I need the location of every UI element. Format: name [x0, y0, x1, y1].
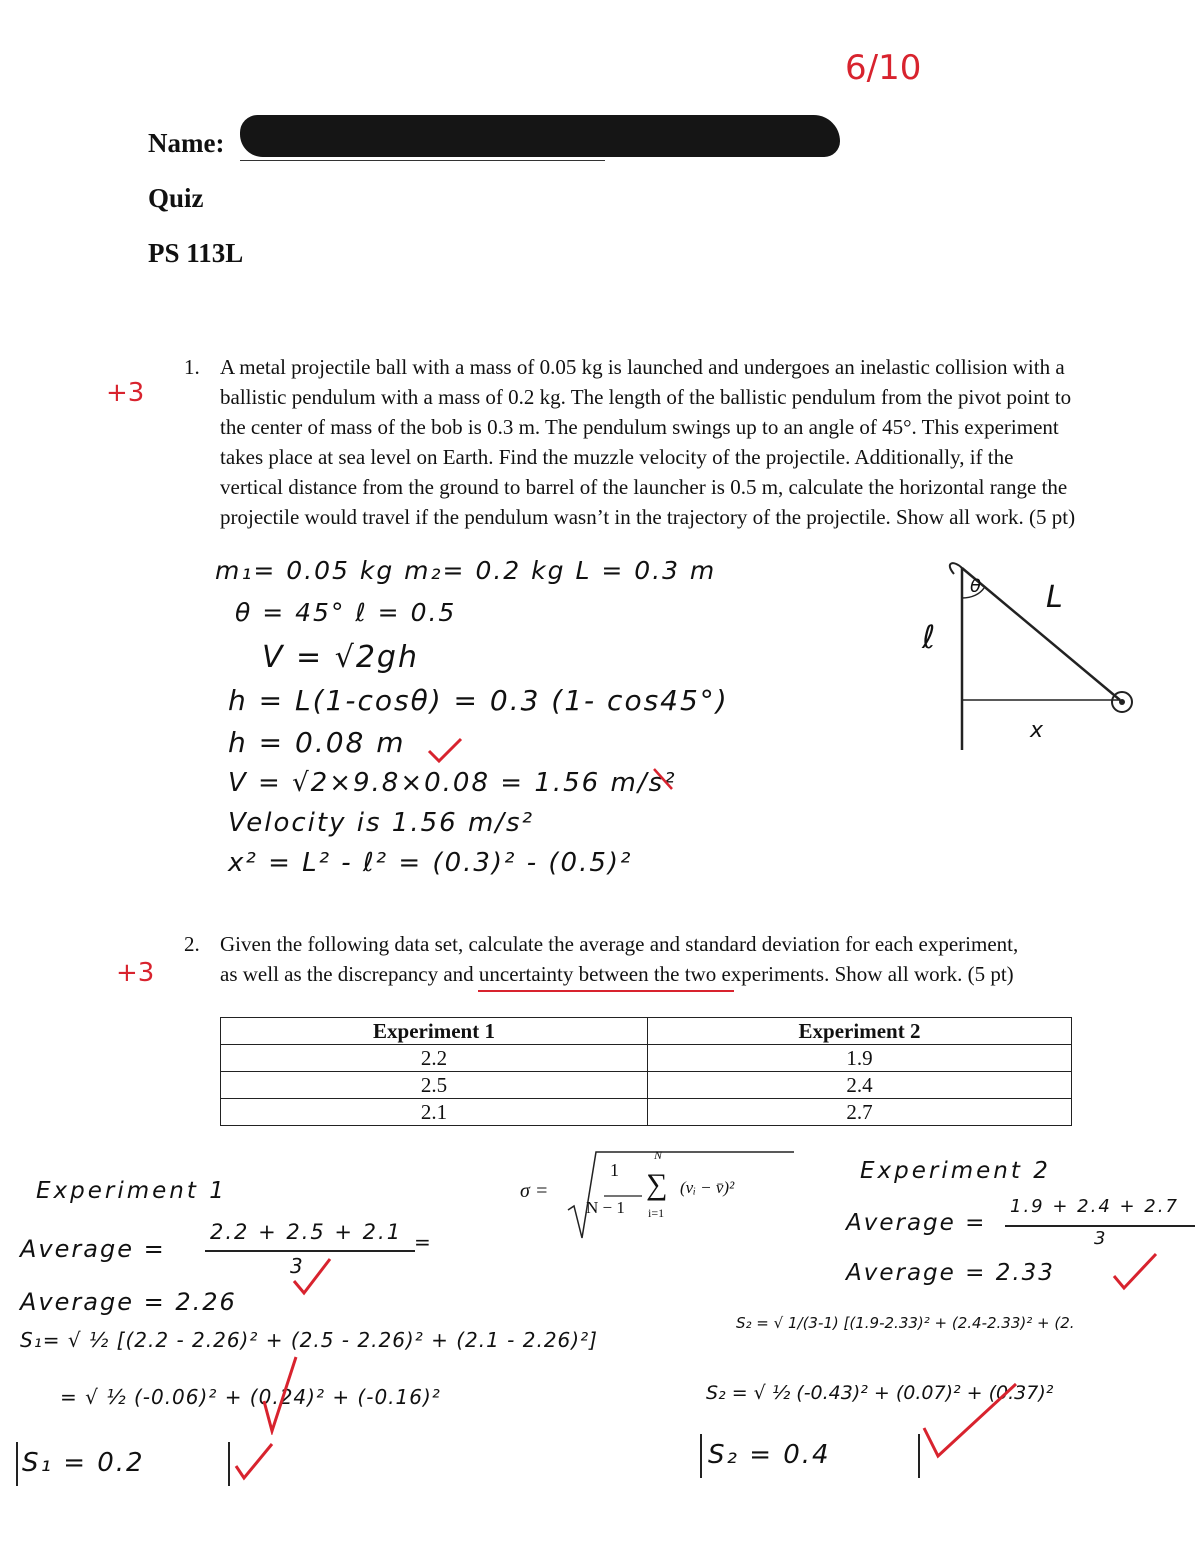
table-row	[221, 1099, 1072, 1126]
underline-mark	[478, 990, 734, 992]
check-mark-icon	[1110, 1250, 1160, 1294]
exp1-title: Experiment 1	[36, 1178, 227, 1204]
name-label: Name:	[148, 128, 225, 158]
formula-body: (vᵢ − v̄)²	[680, 1178, 735, 1197]
table-cell: 2.1	[221, 1099, 648, 1126]
exp2-divisor: 3	[1094, 1228, 1108, 1249]
table-cell: 2.2	[221, 1045, 648, 1072]
q1-work-line: Velocity is 1.56 m/s²	[228, 808, 534, 838]
q1-work-line: h = L(1-cosθ) = 0.3 (1- cos45°)	[228, 684, 729, 717]
q2-score: +3	[116, 958, 155, 988]
table-cell: 2.7	[648, 1099, 1072, 1126]
q2-text: Given the following data set, calculate the average and standard deviation for each experiment, as well as the discrepancy and uncertainty between the two experiments. Show all work. (5 pt)	[220, 932, 1019, 986]
check-mark-icon	[425, 735, 465, 765]
q1-work-line: V = √2gh	[262, 640, 419, 675]
q2-number: 2.	[184, 932, 200, 956]
exp2-std-formula: S₂ = √ 1/(3-1) [(1.9-2.33)² + (2.4-2.33)² + (2.	[736, 1314, 1075, 1332]
fraction-bar	[205, 1250, 415, 1252]
table-header: Experiment 1	[221, 1018, 648, 1045]
name-redaction	[240, 115, 840, 157]
table-row	[221, 1045, 1072, 1072]
exp2-average-result: Average = 2.33	[846, 1260, 1055, 1286]
data-table	[220, 1017, 1072, 1126]
fraction-bar	[1005, 1225, 1195, 1227]
q1-work-line: θ = 45° ℓ = 0.5	[235, 598, 457, 627]
exp1-answer-box	[16, 1442, 230, 1486]
diagram-length-label: L	[1046, 580, 1065, 615]
diagram-ell-label: ℓ	[922, 618, 938, 656]
q1-number: 1.	[184, 355, 200, 379]
check-mark-icon	[290, 1255, 334, 1299]
q1-work-line: V = √2×9.8×0.08 = 1.56 m/s²	[228, 768, 677, 798]
formula-sigma: σ =	[520, 1180, 549, 1202]
formula-denominator: N − 1	[586, 1198, 625, 1217]
q1-work-line: h = 0.08 m	[228, 726, 406, 759]
exp1-sum: 2.2 + 2.5 + 2.1	[210, 1220, 403, 1244]
check-mark-icon	[260, 1355, 300, 1435]
check-mark-icon	[920, 1380, 1020, 1460]
strike-mark-icon	[650, 765, 676, 793]
formula-numerator: 1	[610, 1160, 619, 1180]
exp2-sum: 1.9 + 2.4 + 2.7	[1010, 1196, 1179, 1217]
q1-text: A metal projectile ball with a mass of 0.05 kg is launched and undergoes an inelastic collision with a ballistic pendulum with a mass of 0.2 kg. The length of the ballistic pendulum from the pivot point to the center of mass of the bob is 0.3 m. The pendulum swings up to an angle of 45°. This experiment takes place at sea level on Earth. Find the muzzle velocity of the projectile. Additionally, if the vertical distance from the ground to barrel of the launcher is 0.5 m, calculate the horizontal range the projectile would travel if the pendulum wasn’t in the trajectory of the projectile. Show all work. (5 pt)	[220, 355, 1076, 529]
q1-work-line: x² = L² - ℓ² = (0.3)² - (0.5)²	[228, 848, 633, 878]
diagram-x-label: x	[1030, 718, 1046, 743]
exp1-std-result: S₁ = 0.2	[22, 1448, 145, 1478]
total-score: 6/10	[845, 48, 922, 88]
exp1-std-formula: S₁= √ ½ [(2.2 - 2.26)² + (2.5 - 2.26)² + (2.1 - 2.26)²]	[20, 1328, 598, 1352]
exp1-average-label: Average =	[20, 1235, 166, 1263]
table-header: Experiment 2	[648, 1018, 1072, 1045]
formula-sum-upper: N	[654, 1148, 663, 1162]
name-underline	[240, 160, 605, 161]
exp2-title: Experiment 2	[860, 1158, 1051, 1184]
q1-work-line: m₁= 0.05 kg m₂= 0.2 kg L = 0.3 m	[215, 556, 717, 585]
exp2-average-label: Average =	[846, 1210, 987, 1236]
exp1-divisor: 3	[290, 1254, 305, 1278]
quiz-label: Quiz	[148, 183, 204, 213]
table-cell: 2.4	[648, 1072, 1072, 1099]
check-mark-icon	[232, 1440, 276, 1482]
table-row	[221, 1072, 1072, 1099]
q1-score: +3	[106, 378, 145, 408]
std-dev-formula	[520, 1148, 790, 1248]
formula-sum-lower: i=1	[648, 1206, 665, 1220]
exp2-std-values: S₂ = √ ½ (-0.43)² + (0.07)² + (0.37)²	[706, 1382, 1054, 1404]
exp2-std-result: S₂ = 0.4	[708, 1440, 831, 1470]
exp2-answer-box	[700, 1434, 920, 1478]
table-cell: 1.9	[648, 1045, 1072, 1072]
sigma-sum-icon: ∑	[646, 1168, 668, 1201]
exp1-average-result: Average = 2.26	[20, 1288, 237, 1316]
course-code: PS 113L	[148, 238, 244, 268]
table-cell: 2.5	[221, 1072, 648, 1099]
diagram-angle-label: θ	[970, 576, 982, 597]
exp1-std-values: = √ ½ (-0.06)² + (0.24)² + (-0.16)²	[60, 1385, 441, 1409]
exp1-equals: =	[414, 1230, 433, 1254]
